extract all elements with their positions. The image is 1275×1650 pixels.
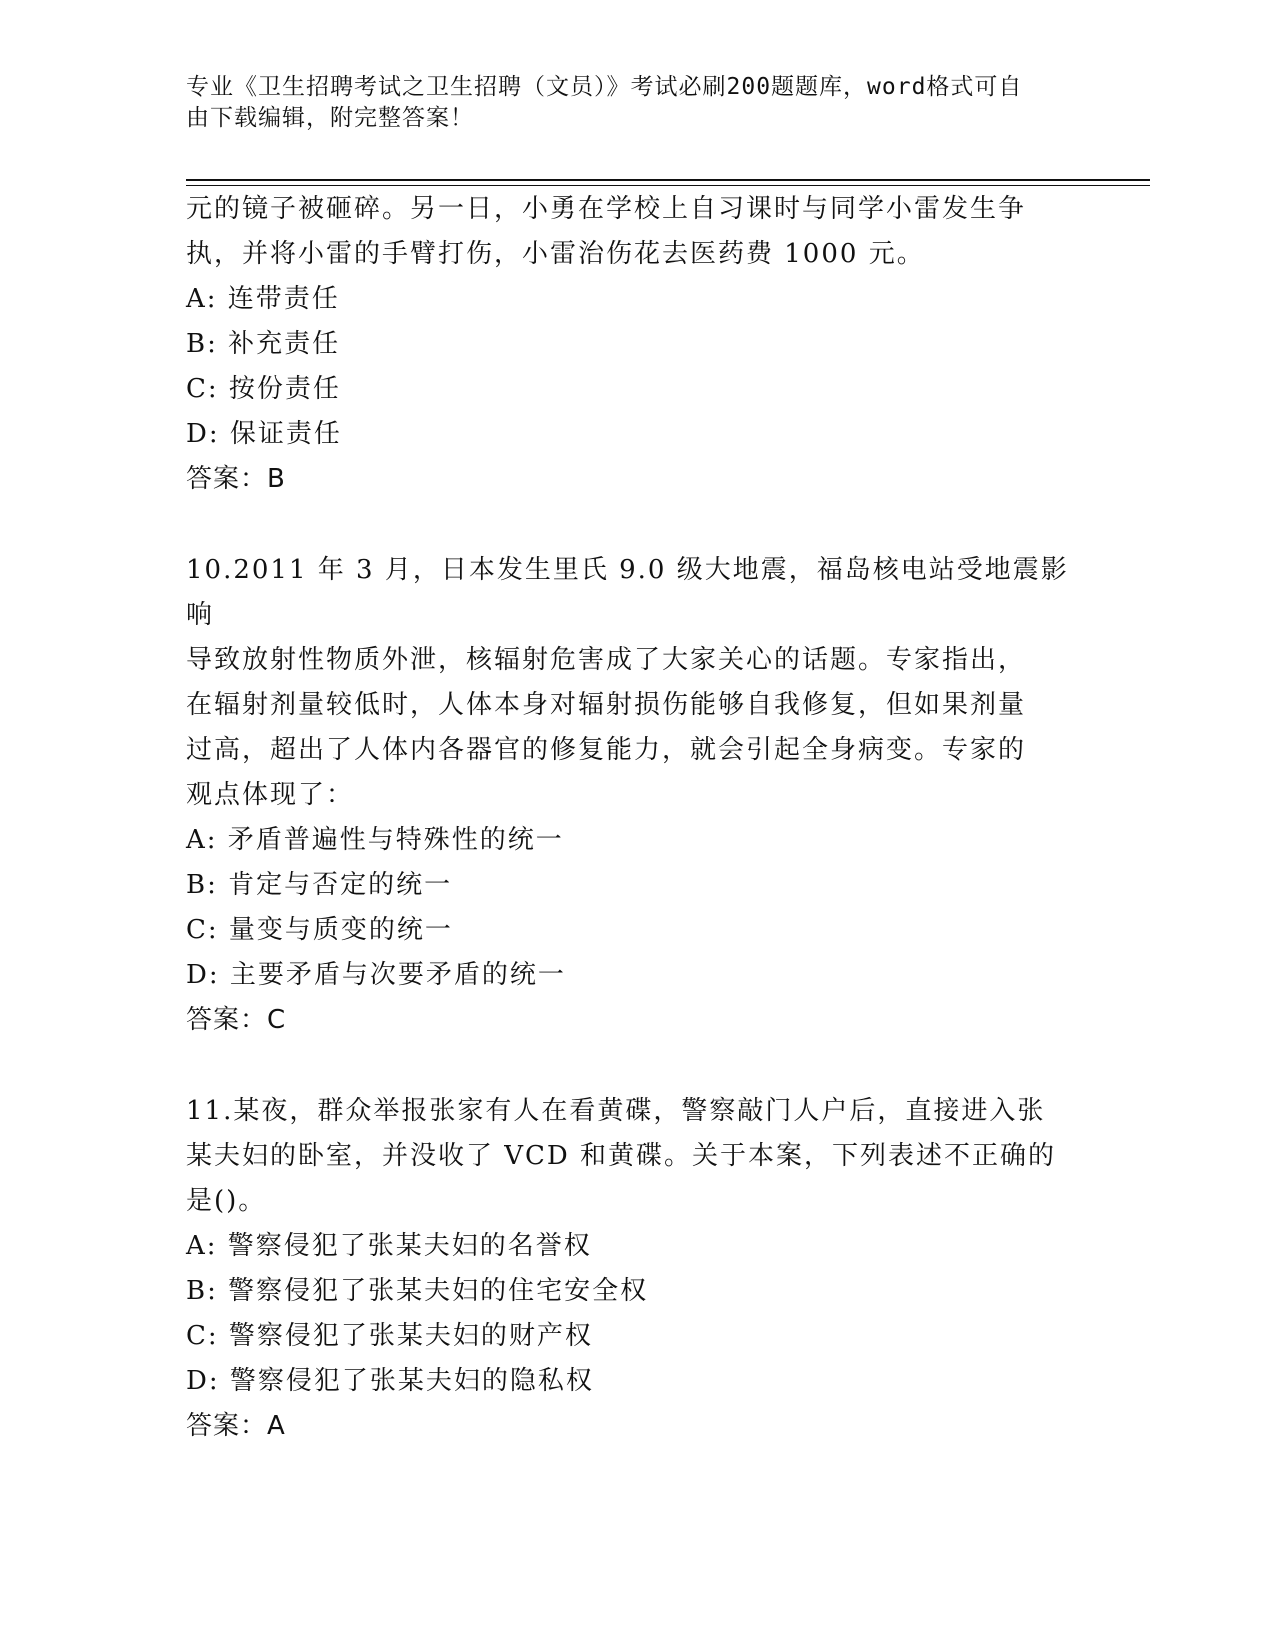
header-divider-thin [186,185,1150,186]
question-stem-line: 在辐射剂量较低时，人体本身对辐射损伤能够自我修复，但如果剂量 [186,690,1027,720]
option-c: C: 量变与质变的统一 [186,915,453,945]
option-d: D: 主要矛盾与次要矛盾的统一 [186,960,566,990]
question-stem-line: 执，并将小雷的手臂打伤，小雷治伤花去医药费 1000 元。 [186,239,925,269]
option-d: D: 警察侵犯了张某夫妇的隐私权 [186,1366,594,1396]
question-stem-line: 观点体现了： [186,780,355,810]
option-c: C: 警察侵犯了张某夫妇的财产权 [186,1321,593,1351]
answer-line: 答案：C [186,1005,287,1035]
question-stem-line: 过高，超出了人体内各器官的修复能力，就会引起全身病变。专家的 [186,735,1027,765]
option-a: A: 警察侵犯了张某夫妇的名誉权 [186,1231,592,1261]
option-a: A: 连带责任 [186,284,340,314]
question-11 [186,1089,1086,1449]
question-spacer [186,1043,1086,1089]
header-line-1: 专业《卫生招聘考试之卫生招聘（文员）》考试必刷200题题库，word格式可自 [186,74,1023,100]
option-c: C: 按份责任 [186,374,341,404]
option-a: A: 矛盾普遍性与特殊性的统一 [186,825,564,855]
header-line-2: 由下载编辑，附完整答案！ [186,105,474,131]
answer-line: 答案：A [186,1411,286,1441]
question-stem-line: 11.某夜，群众举报张家有人在看黄碟，警察敲门人户后，直接进入张 [186,1096,1046,1126]
question-stem-line: 某夫妇的卧室，并没收了 VCD 和黄碟。关于本案，下列表述不正确的 [186,1141,1057,1171]
question-spacer [186,502,1086,548]
document-header [186,72,1066,134]
header-divider-thick [186,179,1150,181]
question-9 [186,187,1086,502]
question-10 [186,548,1086,1043]
answer-line: 答案：B [186,464,286,494]
question-stem-line: 元的镜子被砸碎。另一日，小勇在学校上自习课时与同学小雷发生争 [186,194,1027,224]
question-stem-line: 是()。 [186,1186,267,1216]
question-stem-line: 10.2011 年 3 月，日本发生里氏 9.0 级大地震，福岛核电站受地震影响 [186,555,1069,630]
option-b: B: 警察侵犯了张某夫妇的住宅安全权 [186,1276,649,1306]
question-stem-line: 导致放射性物质外泄，核辐射危害成了大家关心的话题。专家指出， [186,645,1027,675]
option-b: B: 补充责任 [186,329,341,359]
option-d: D: 保证责任 [186,419,342,449]
document-body [186,187,1086,1449]
option-b: B: 肯定与否定的统一 [186,870,453,900]
